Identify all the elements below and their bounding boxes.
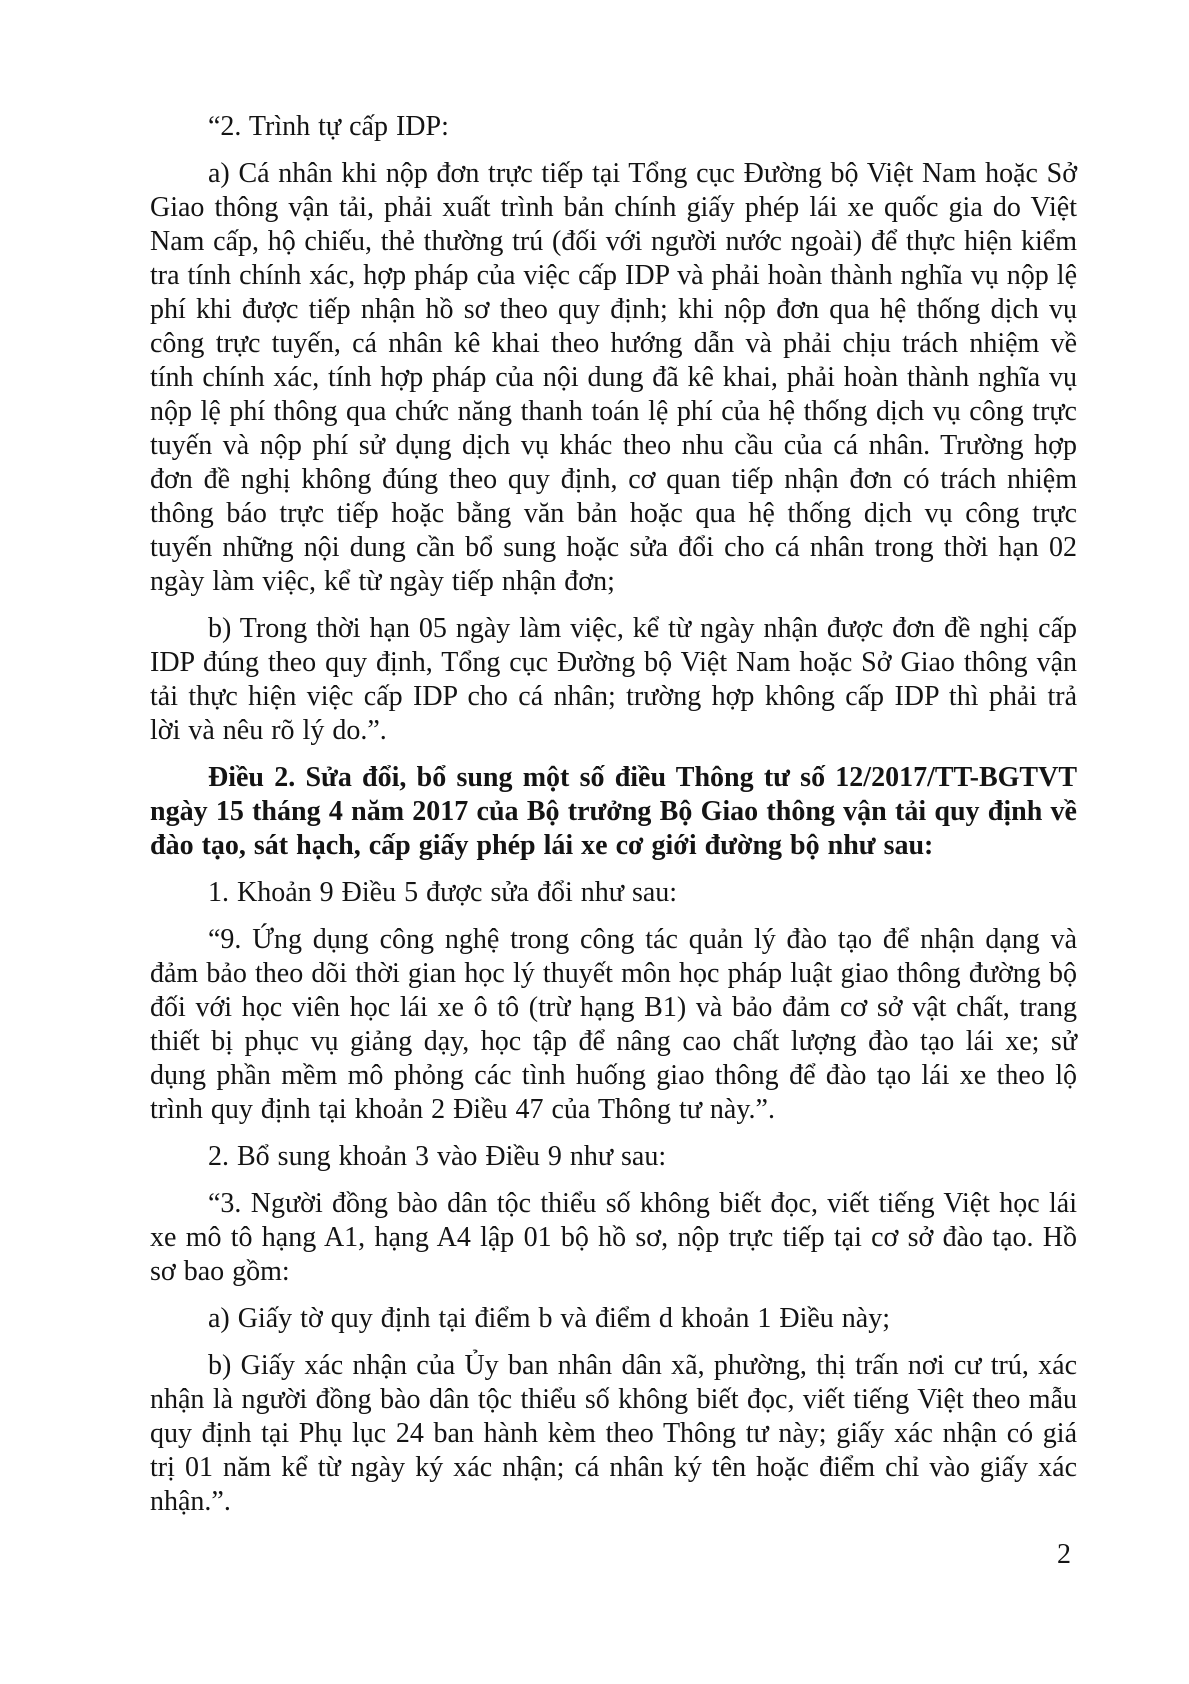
point-a-idp-application: a) Cá nhân khi nộp đơn trực tiếp tại Tổng cục Đường bộ Việt Nam hoặc Sở Giao thông vận tải, phải xuất trình bản chính giấy phép lái xe quốc gia do Việt Nam cấp, hộ chiếu, thẻ thường trú (đối với người nước ngoài) để thực hiện kiểm tra tính chính xác, hợp pháp của việc cấp IDP và phải hoàn thành nghĩa vụ nộp lệ phí khi được tiếp nhận hồ sơ theo quy định; khi nộp đơn qua hệ thống dịch vụ công trực tuyến, cá nhân kê khai theo hướng dẫn và phải chịu trách nhiệm về tính chính xác, tính hợp pháp của nội dung đã kê khai, phải hoàn thành nghĩa vụ nộp lệ phí thông qua chức năng thanh toán lệ phí của hệ thống dịch vụ công trực tuyến và nộp phí sử dụng dịch vụ khác theo nhu cầu của cá nhân. Trường hợp đơn đề nghị không đúng theo quy định, cơ quan tiếp nhận đơn có trách nhiệm thông báo trực tiếp hoặc bằng văn bản hoặc qua hệ thống dịch vụ công trực tuyến những nội dung cần bổ sung hoặc sửa đổi cho cá nhân trong thời hạn 02 ngày làm việc, kể từ ngày tiếp nhận đơn; [150, 158, 1077, 597]
clause-2-idp-procedure-heading: “2. Trình tự cấp IDP: [208, 111, 449, 142]
article-2-heading: Điều 2. Sửa đổi, bổ sung một số điều Thông tư số 12/2017/TT-BGTVT ngày 15 tháng 4 năm 2017 của Bộ trưởng Bộ Giao thông vận tải quy định về đào tạo, sát hạch, cấp giấy phép lái xe cơ giới đường bộ như sau: [150, 762, 1077, 861]
point-b-commune-certificate: b) Giấy xác nhận của Ủy ban nhân dân xã, phường, thị trấn nơi cư trú, xác nhận là người đồng bào dân tộc thiểu số không biết đọc, viết tiếng Việt theo mẫu quy định tại Phụ lục 24 ban hành kèm theo Thông tư này; giấy xác nhận có giá trị 01 năm kể từ ngày ký xác nhận; cá nhân ký tên hoặc điểm chỉ vào giấy xác nhận.”. [150, 1350, 1077, 1517]
point-b-idp-issuance: b) Trong thời hạn 05 ngày làm việc, kể từ ngày nhận được đơn đề nghị cấp IDP đúng theo quy định, Tổng cục Đường bộ Việt Nam hoặc Sở Giao thông vận tải thực hiện việc cấp IDP cho cá nhân; trường hợp không cấp IDP thì phải trả lời và nêu rõ lý do.”. [150, 613, 1077, 746]
clause-9-technology-in-training: “9. Ứng dụng công nghệ trong công tác quản lý đào tạo để nhận dạng và đảm bảo theo dõi thời gian học lý thuyết môn học pháp luật giao thông đường bộ đối với học viên học lái xe ô tô (trừ hạng B1) và bảo đảm cơ sở vật chất, trang thiết bị phục vụ giảng dạy, học tập để nâng cao chất lượng đào tạo lái xe; sử dụng phần mềm mô phỏng các tình huống giao thông để đào tạo lái xe theo lộ trình quy định tại khoản 2 Điều 47 của Thông tư này.”. [150, 924, 1077, 1125]
item-2-add-clause-3-article-9: 2. Bổ sung khoản 3 vào Điều 9 như sau: [208, 1141, 667, 1172]
clause-3-ethnic-minority-applicants: “3. Người đồng bào dân tộc thiểu số không biết đọc, viết tiếng Việt học lái xe mô tô hạng A1, hạng A4 lập 01 bộ hồ sơ, nộp trực tiếp tại cơ sở đào tạo. Hồ sơ bao gồm: [150, 1188, 1077, 1287]
page-number: 2 [1057, 1539, 1071, 1570]
point-a-required-documents: a) Giấy tờ quy định tại điểm b và điểm d khoản 1 Điều này; [208, 1303, 890, 1334]
item-1-amend-clause-9-article-5: 1. Khoản 9 Điều 5 được sửa đổi như sau: [208, 877, 678, 908]
